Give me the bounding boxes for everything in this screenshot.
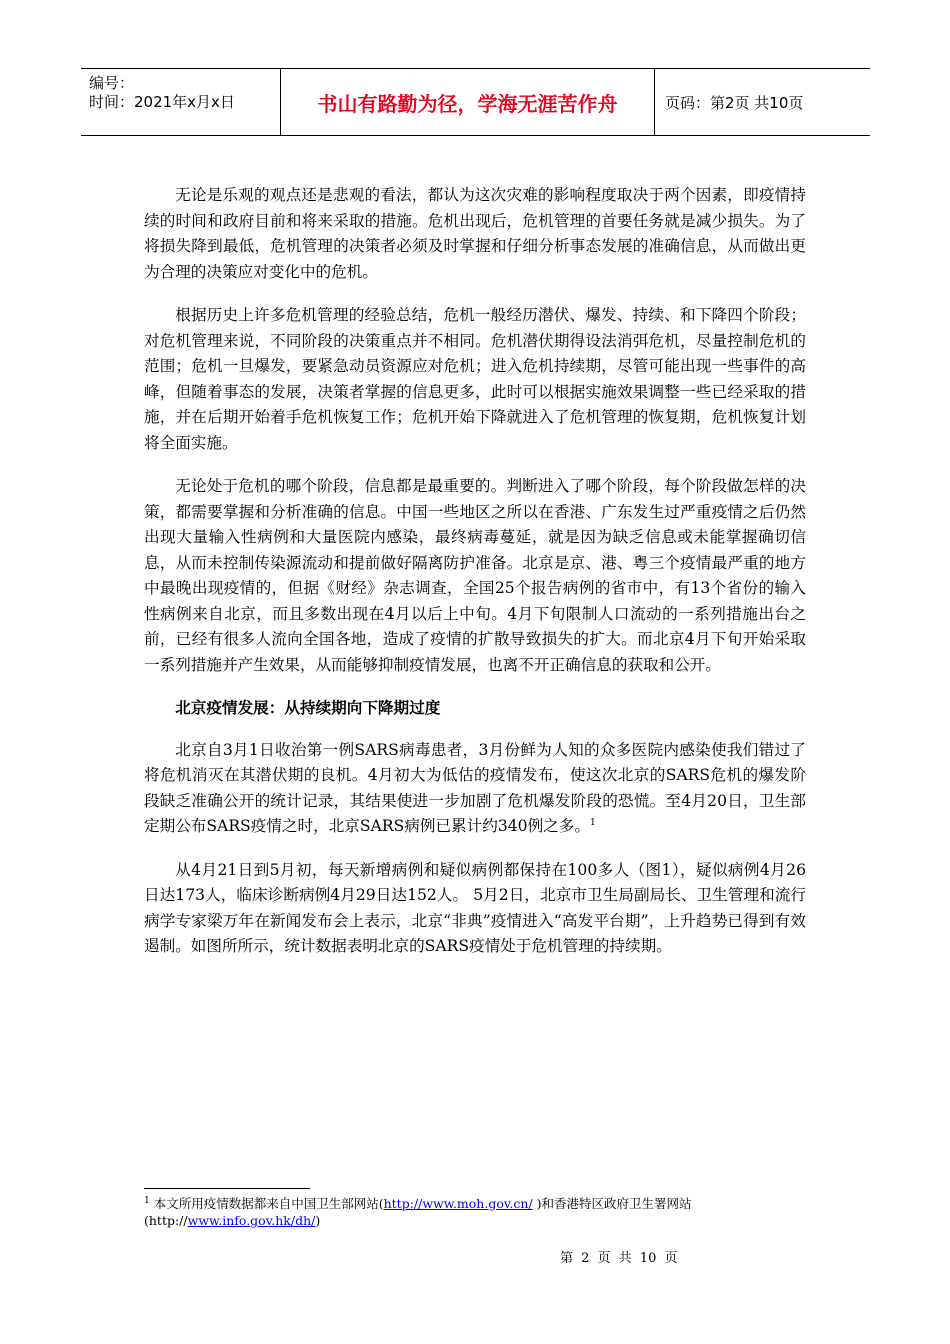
- footnote-reference[interactable]: 1: [589, 817, 596, 828]
- header-meta-cell: [81, 69, 281, 135]
- moh-link[interactable]: http://www.moh.gov.cn/: [383, 1196, 533, 1211]
- footnote-text: ): [315, 1213, 321, 1228]
- paragraph-text: 北京自3月1日收治第一例SARS病毒患者，3月份鲜为人知的众多医院内感染使我们错过了将危机消灭在其潜伏期的良机。4月初大为低估的疫情发布，使这次北京的SARS危机的爆发阶段缺乏准确公开的统计记录，其结果使进一步加剧了危机爆发阶段的恐慌。至4月20日，卫生部定期公布SARS疫情之时，北京SARS病例已累计约340例之多。: [144, 740, 806, 835]
- section-heading: 北京疫情发展：从持续期向下降期过度: [175, 699, 441, 717]
- footnote-marker: 1: [144, 1195, 150, 1206]
- number-label: 编号：: [89, 74, 135, 92]
- date-label: 时间：2021年x月x日: [89, 93, 235, 111]
- header-motto: 书山有路勤为径，学海无涯苦作舟: [281, 69, 655, 135]
- paragraph: [144, 738, 806, 840]
- footnote-text: )和香港特区政府卫生署网站(http://: [144, 1196, 692, 1228]
- page-number: 第 2 页 共 10 页: [560, 1251, 678, 1266]
- header-page-label: 页码：第2页 共10页: [665, 93, 804, 112]
- footnote-text: 本文所用疫情数据都来自中国卫生部网站(: [149, 1196, 384, 1211]
- footnote: [144, 1195, 794, 1229]
- paragraph: 根据历史上许多危机管理的经验总结，危机一般经历潜伏、爆发、持续、和下降四个阶段；对危机管理来说，不同阶段的决策重点并不相同。危机潜伏期得设法消弭危机，尽量控制危机的范围；危机一旦爆发，要紧急动员资源应对危机；进入危机持续期，尽管可能出现一些事件的高峰，但随着事态的发展，决策者掌握的信息更多，此时可以根据实施效果调整一些已经采取的措施，并在后期开始着手危机恢复工作；危机开始下降就进入了危机管理的恢复期，危机恢复计划将全面实施。: [144, 306, 806, 452]
- header-table: [81, 68, 870, 136]
- document-body: [144, 183, 806, 978]
- info-gov-link[interactable]: www.info.gov.hk/dh/: [187, 1213, 316, 1228]
- paragraph: 从4月21日到5月初，每天新增病例和疑似病例都保持在100多人（图1），疑似病例4月26日达173人，临床诊断病例4月29日达152人。 5月2日，北京市卫生局副局长、卫生管理和流行病学专家梁万年在新闻发布会上表示，北京“非典”疫情进入“高发平台期”，上升趋势已得到有效遏制。如图所所示，统计数据表明北京的SARS疫情处于危机管理的持续期。: [144, 860, 806, 955]
- paragraph: 无论是乐观的观点还是悲观的看法，都认为这次灾难的影响程度取决于两个因素，即疫情持续的时间和政府目前和将来采取的措施。危机出现后，危机管理的首要任务就是减少损失。为了将损失降到最低，危机管理的决策者必须及时掌握和仔细分析事态发展的准确信息，从而做出更为合理的决策应对变化中的危机。: [144, 186, 806, 281]
- footnote-separator: [144, 1188, 310, 1189]
- paragraph: 无论处于危机的哪个阶段，信息都是最重要的。判断进入了哪个阶段，每个阶段做怎样的决策，都需要掌握和分析准确的信息。中国一些地区之所以在香港、广东发生过严重疫情之后仍然出现大量输入性病例和大量医院内感染，最终病毒蔓延，就是因为缺乏信息或未能掌握确切信息，从而未控制传染源流动和提前做好隔离防护准备。北京是京、港、粤三个疫情最严重的地方中最晚出现疫情的，但据《财经》杂志调查，全国25个报告病例的省市中，有13个省份的输入性病例来自北京，而且多数出现在4月以后上中旬。4月下旬限制人口流动的一系列措施出台之前，已经有很多人流向全国各地，造成了疫情的扩散导致损失的扩大。而北京4月下旬开始采取一系列措施并产生效果，从而能够抑制疫情发展，也离不开正确信息的获取和公开。: [144, 477, 806, 674]
